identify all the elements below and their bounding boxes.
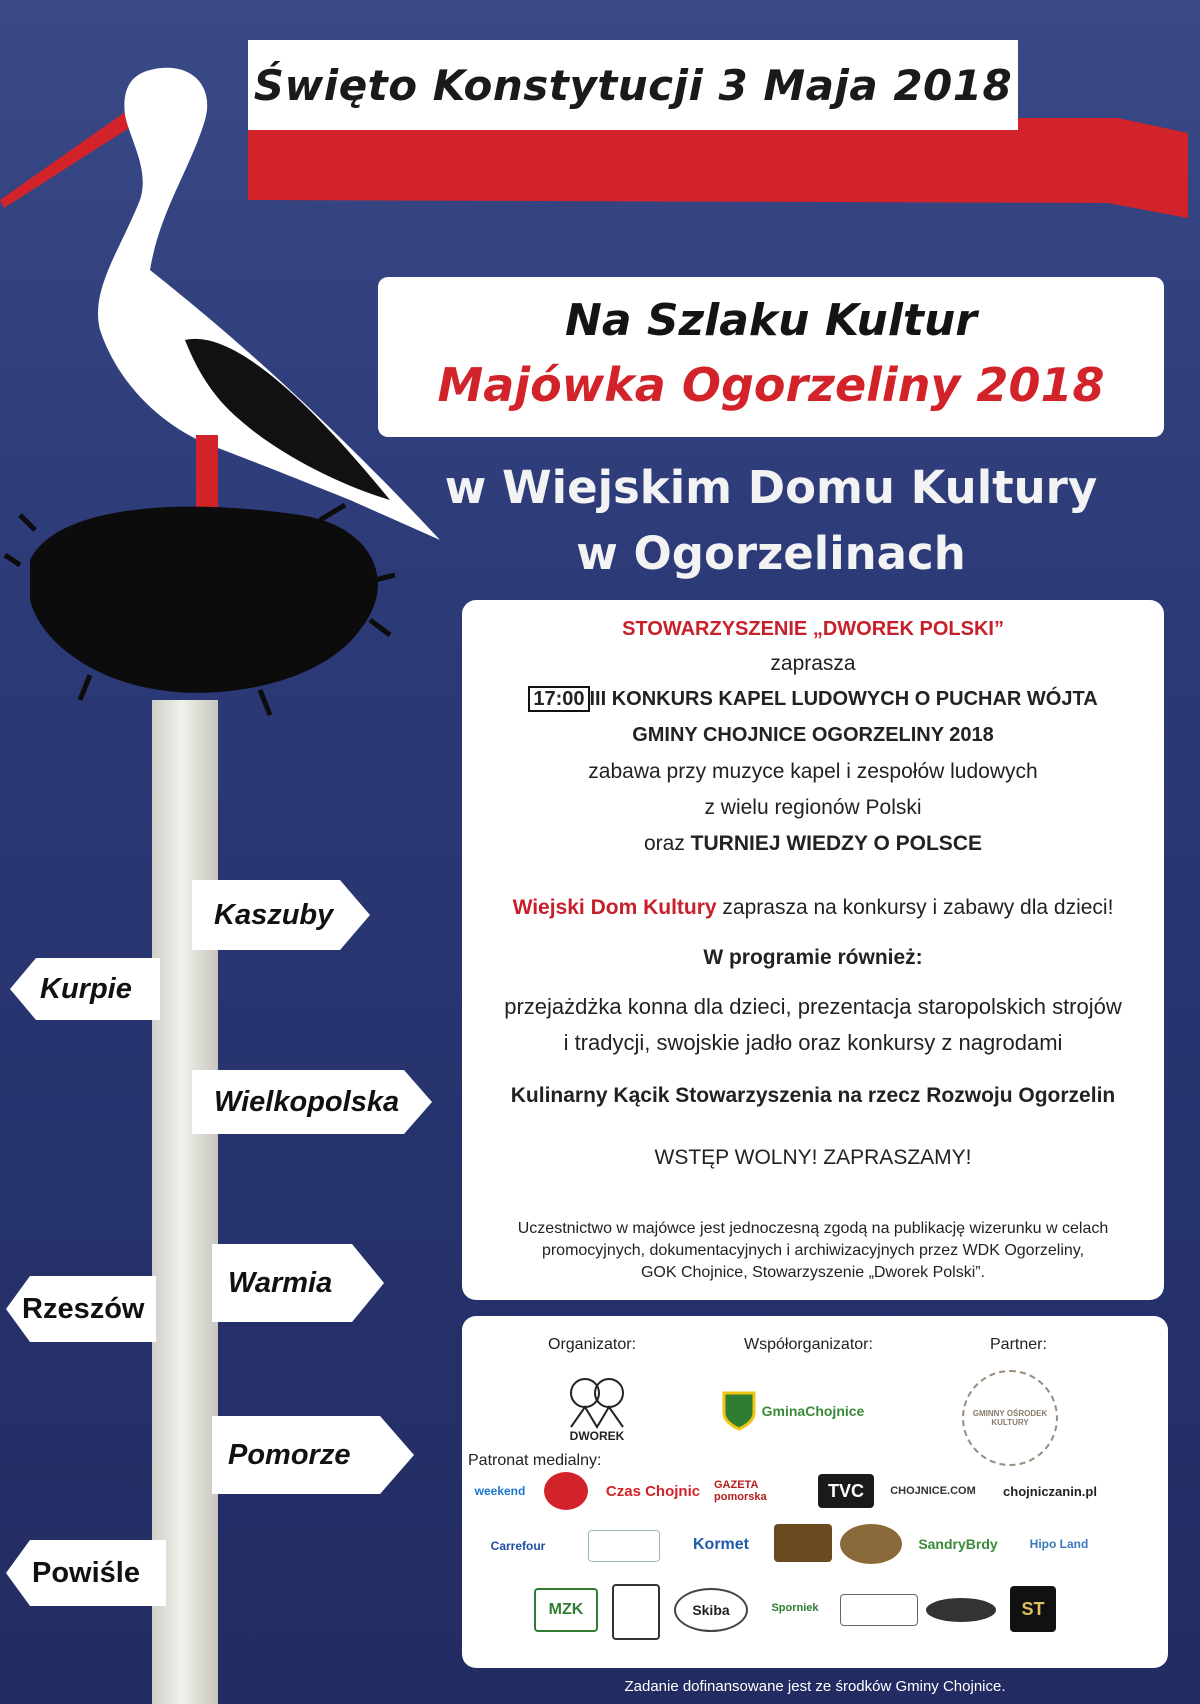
media-label: Patronat medialny:: [468, 1452, 602, 1469]
wdk-name: Wiejski Dom Kultury: [512, 896, 717, 919]
venue-line-1: w Wiejskim Domu Kultury: [444, 461, 1098, 514]
venue-line-2: w Ogorzelinach: [576, 527, 966, 580]
venue: [378, 455, 1164, 587]
signpost-label: Kaszuby: [214, 898, 334, 931]
signpost-powisle: [6, 1540, 166, 1606]
consent-line-1: Uczestnictwo w majówce jest jednoczesną zgodą na publikację wizerunku w celach: [517, 1220, 1109, 1237]
signpost-label: Warmia: [228, 1266, 333, 1299]
wdk-text: zaprasza na konkursy i zabawy dla dzieci!: [716, 896, 1114, 919]
media-logo-chojnice-com: CHOJNICE.COM: [890, 1485, 976, 1497]
free-entry: WSTĘP WOLNY! ZAPRASZAMY!: [654, 1146, 972, 1169]
quiz-prefix: oraz: [643, 832, 691, 855]
program-line-2: i tradycji, swojskie jadło oraz konkursy z nagrodami: [563, 1030, 1063, 1055]
contest-line-1: [462, 688, 1164, 711]
dworek-logo-text: DWOREK: [569, 1429, 625, 1443]
media-logo-tvc: TVC: [818, 1474, 874, 1508]
media-logo-czas-chojnic: Czas Chojnic: [605, 1482, 701, 1500]
invites-text: zaprasza: [770, 652, 856, 675]
signpost-warmia: [212, 1244, 384, 1322]
signpost-label: Pomorze: [228, 1438, 351, 1471]
consent-line-2: promocyjnych, dokumentacyjnych i archiwizacyjnych przez WDK Ogorzeliny,: [541, 1242, 1085, 1259]
banner-title: Święto Konstytucji 3 Maja 2018: [253, 60, 1013, 110]
coorganizer-label: Współorganizator:: [744, 1336, 873, 1353]
signpost-pomorze: [212, 1416, 414, 1494]
quiz-name: TURNIEJ WIEDZY O POLSCE: [690, 832, 982, 855]
consent-line-3: GOK Chojnice, Stowarzyszenie „Dworek Polski”.: [640, 1264, 986, 1281]
red-ribbon: [248, 118, 1188, 218]
wdk-line: [462, 896, 1164, 920]
gmina-logo-text: GminaChojnice: [761, 1403, 865, 1419]
media-logo-skiba: Skiba: [674, 1588, 748, 1632]
info-panel: [462, 600, 1164, 1300]
media-logo-blue-badge: [588, 1530, 660, 1562]
quiz-line: [462, 832, 1164, 856]
contest-title: III KONKURS KAPEL LUDOWYCH O PUCHAR WÓJTA: [589, 688, 1098, 710]
media-logo-promocja: [840, 1594, 918, 1626]
start-time: 17:00: [528, 686, 589, 712]
organizer-label: Organizator:: [548, 1336, 637, 1353]
media-logo-gazeta: GAZETA pomorska: [714, 1479, 767, 1503]
signpost-label: Powiśle: [32, 1556, 140, 1589]
kitchen-line: Kulinarny Kącik Stowarzyszenia na rzecz Rozwoju Ogorzelin: [510, 1084, 1116, 1107]
media-logo-kormet: Kormet: [692, 1536, 749, 1553]
funding-note: Zadanie dofinansowane jest ze środków Gminy Chojnice.: [624, 1678, 1006, 1695]
signpost-rzeszow: [6, 1276, 156, 1342]
media-logo-chojniczanin: chojniczanin.pl: [1003, 1483, 1097, 1499]
gok-logo: [962, 1370, 1058, 1466]
partner-label: Partner:: [990, 1336, 1047, 1353]
media-logo-dark-oval: [926, 1598, 996, 1622]
media-logo-sandrybrdy: SandryBrdy: [918, 1536, 998, 1552]
media-logo-bus: [774, 1524, 832, 1562]
media-logo-hipoland: Hipo Land: [1029, 1537, 1089, 1551]
media-logo-oval: [840, 1524, 902, 1564]
media-logo-spomlek: Sporniek: [771, 1602, 819, 1614]
signpost-label: Wielkopolska: [214, 1085, 400, 1118]
media-logo-mzk: MZK: [534, 1588, 598, 1632]
signpost-kurpie: [10, 958, 160, 1020]
dworek-logo: [542, 1364, 652, 1450]
organizer-name: STOWARZYSZENIE „DWOREK POLSKI”: [622, 618, 1004, 640]
signpost-label: Rzeszów: [22, 1292, 145, 1325]
media-logo-crest: [612, 1584, 660, 1640]
media-logo-weekend: weekend: [474, 1484, 526, 1498]
title-box: [378, 277, 1164, 437]
media-logo-st: ST: [1010, 1586, 1056, 1632]
signpost-kaszuby: [192, 880, 372, 950]
media-logo-carrefour: Carrefour: [490, 1539, 546, 1553]
event-title: Majówka Ogorzeliny 2018: [437, 358, 1105, 412]
gok-logo-text: GMINNY OŚRODEK KULTURY: [972, 1409, 1048, 1427]
sponsors-panel: [462, 1316, 1168, 1668]
media-logo-red-circle: [544, 1472, 588, 1510]
fun-line-2: z wielu regionów Polski: [704, 796, 922, 819]
program-line-1: przejażdżka konna dla dzieci, prezentacja staropolskich strojów: [504, 994, 1122, 1019]
event-series-title: Na Szlaku Kultur: [565, 295, 977, 346]
signpost-label: Kurpie: [40, 972, 132, 1005]
banner: [248, 40, 1018, 130]
gmina-logo: [708, 1386, 878, 1436]
signpost-wielkopolska: [192, 1070, 432, 1134]
program-heading: W programie również:: [703, 946, 923, 969]
contest-line-2: GMINY CHOJNICE OGORZELINY 2018: [632, 724, 994, 746]
fun-line-1: zabawa przy muzyce kapel i zespołów ludowych: [588, 760, 1038, 783]
